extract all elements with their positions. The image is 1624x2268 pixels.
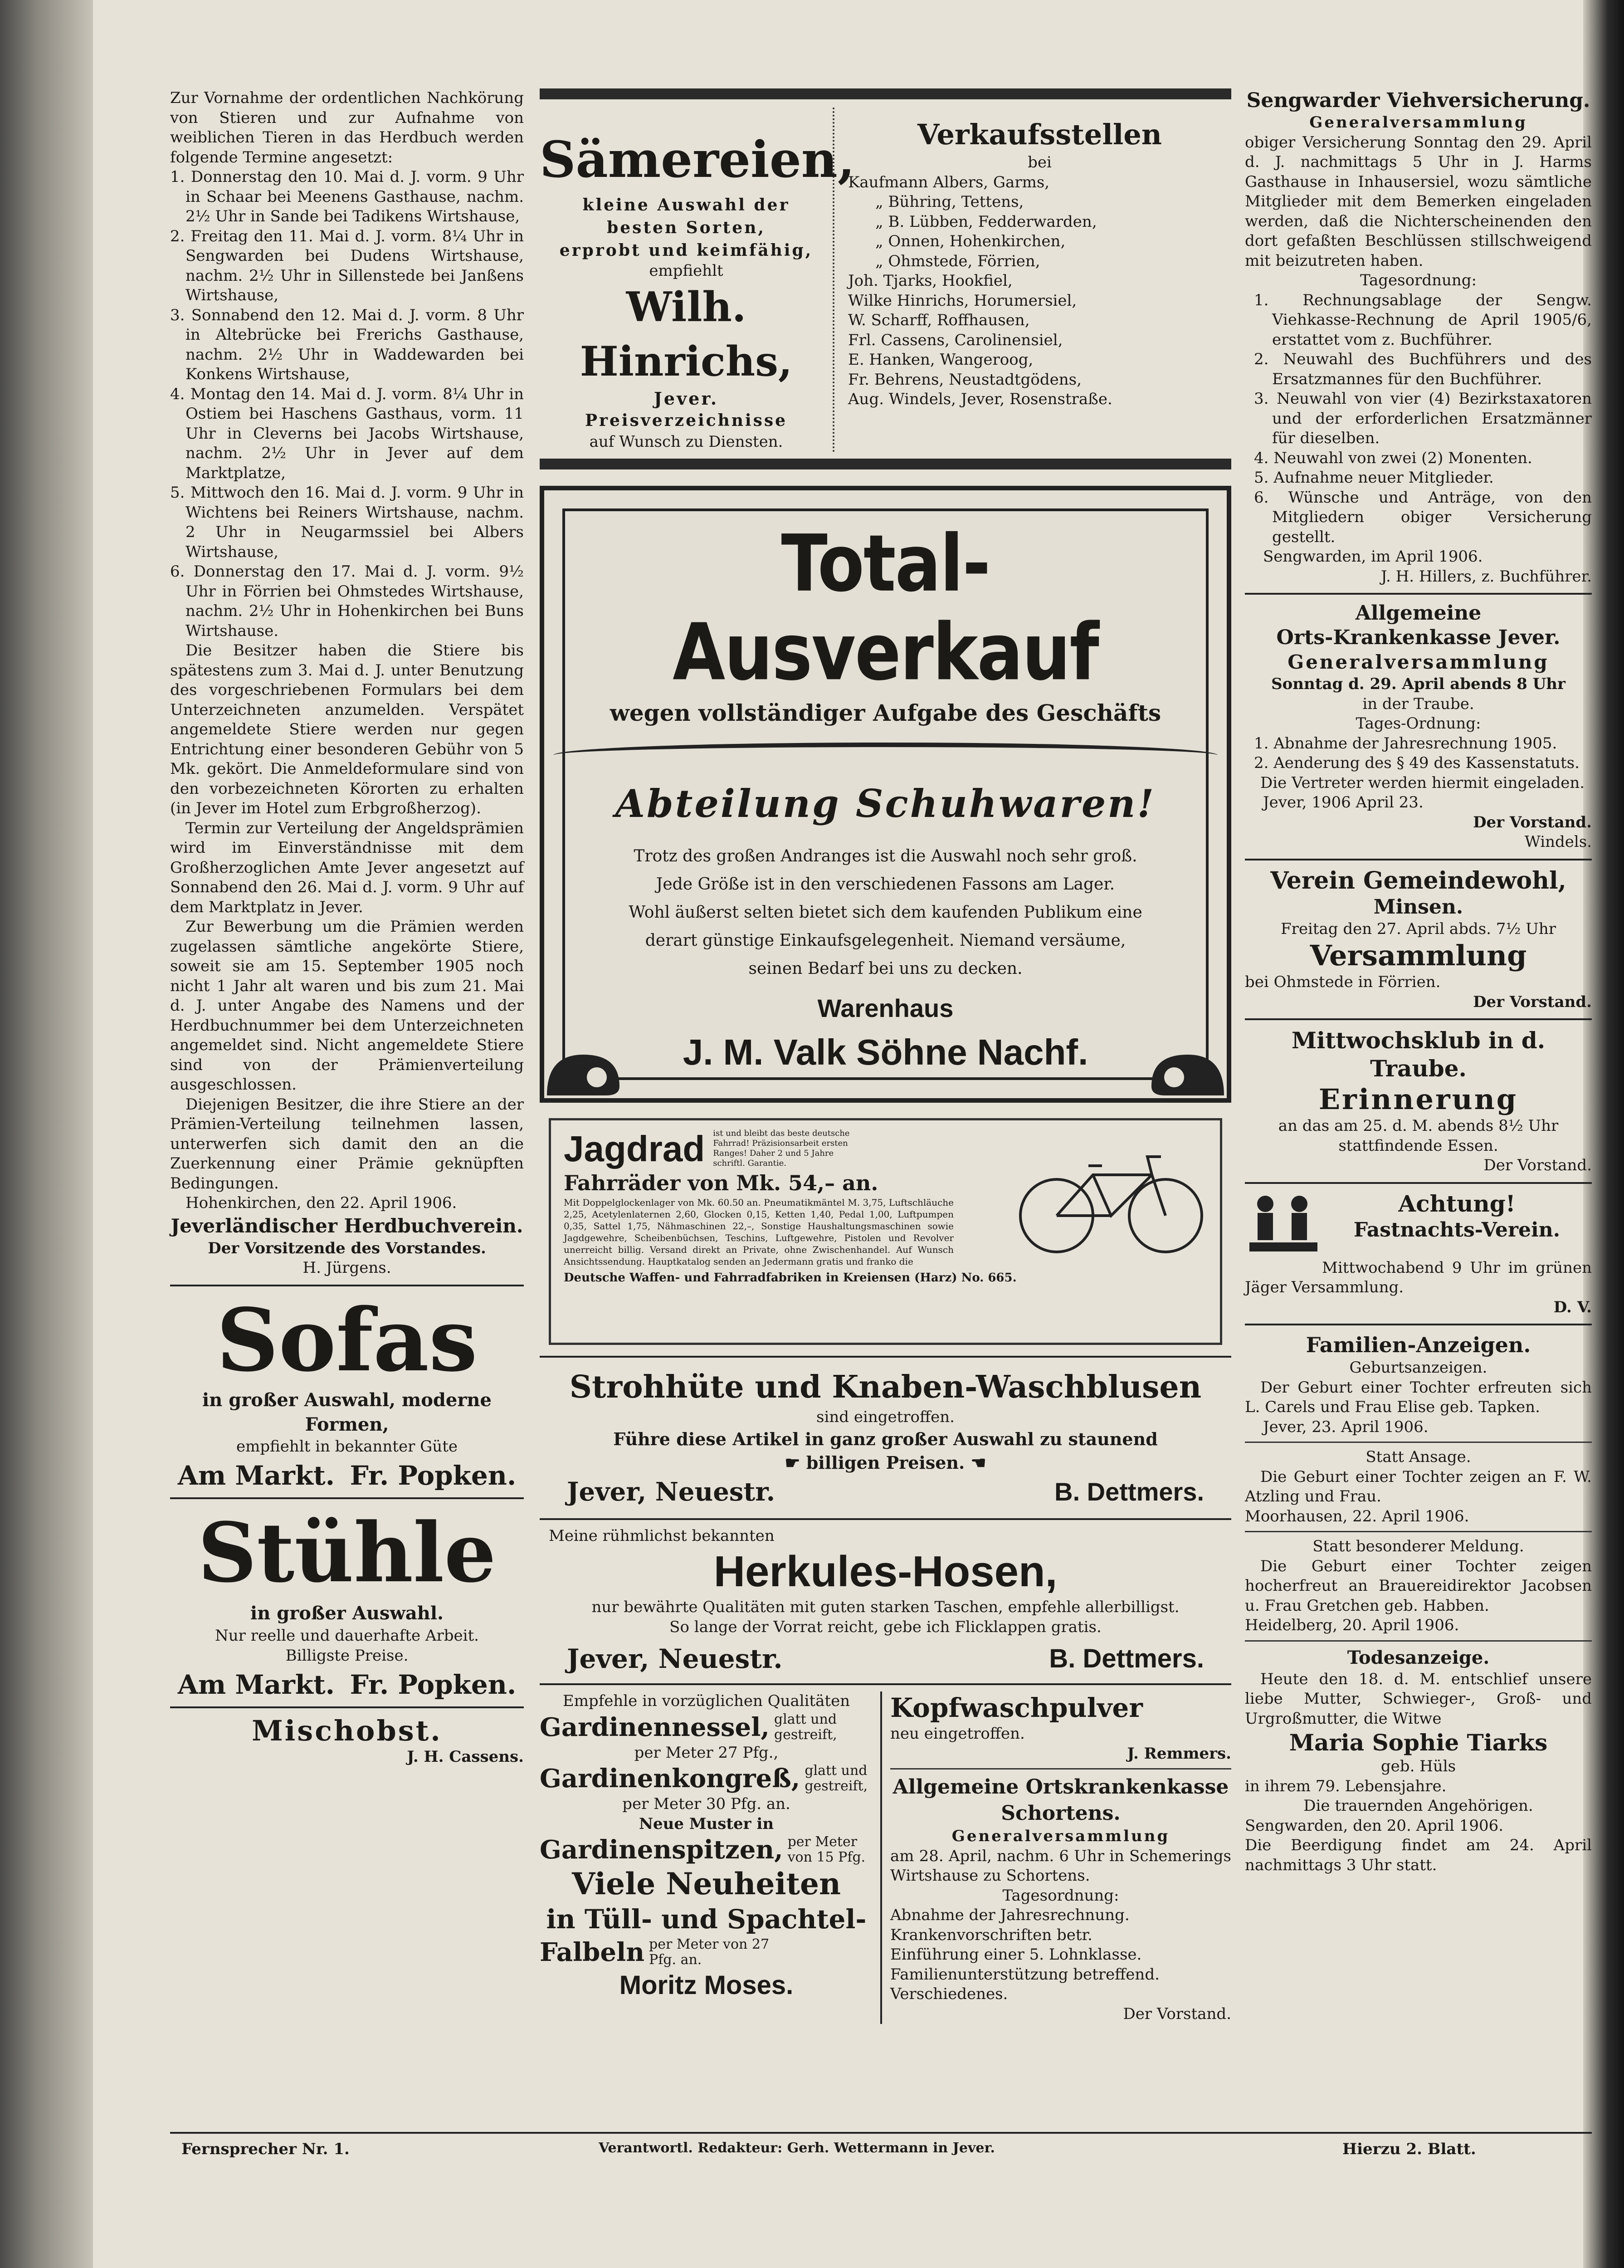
herdbook-chair-name: H. Jürgens.: [302, 1259, 391, 1277]
sale-body: [571, 842, 1200, 983]
gardinen-tuell: in Tüll- und Spachtel-: [546, 1904, 867, 1935]
seeds-line6: auf Wunsch zu Diensten.: [589, 432, 783, 451]
sale-house: Warenhaus: [817, 994, 954, 1022]
birth3-date: Heidelberg, 20. April 1906.: [1245, 1616, 1459, 1634]
vieh-date: Sengwarden, im April 1906.: [1263, 547, 1483, 566]
stuehle-popken: Fr. Popken.: [350, 1669, 517, 1700]
gem-place: Minsen.: [1373, 895, 1463, 919]
gem-vs: Versammlung: [1310, 939, 1527, 972]
mw-sign: Der Vorstand.: [1483, 1156, 1592, 1174]
footer-rule: [170, 2132, 1592, 2134]
vieh-item: 6. Wünsche und Anträge, von den Mitgliedern obiger Versicherung gestellt.: [1254, 488, 1592, 546]
hosen-title: Herkules-Hosen,: [713, 1547, 1058, 1596]
mischobst-seller: J. H. Cassens.: [407, 1748, 524, 1766]
gardinen-falbeln: Falbeln: [540, 1937, 645, 1967]
okk-name: Windels.: [1524, 833, 1592, 851]
okk-item: 1. Abnahme der Jahresrechnung 1905.: [1254, 734, 1557, 753]
seeds-title: Sämereien,: [540, 130, 855, 189]
herdbook-para: Diejenigen Besitzer, die ihre Stiere an der Prämien-Verteilung teilnehmen lassen, unterwerfen sich damit den an die Zuerkennung einer Prämie geknüpften Bedingungen.: [170, 1095, 524, 1193]
term-item: 4. Montag den 14. Mai d. J. vorm. 8¼ Uhr in Ostiem bei Haschens Gasthaus, vorm. 11 Uhr in Cleverns bei Jacobs Wirtshause, nachm. 2½ Uhr in Jever auf dem Marktplatze,: [170, 385, 524, 482]
hosen-firm: B. Dettmers.: [1049, 1644, 1204, 1673]
vieh-item: 4. Neuwahl von zwei (2) Monenten.: [1254, 449, 1532, 467]
sale-body-line: Trotz des großen Andranges ist die Auswahl noch sehr groß.: [634, 847, 1137, 865]
mw-erin: Erinnerung: [1318, 1083, 1518, 1116]
vieh-gv: Generalversammlung: [1309, 113, 1527, 132]
death-nee: geb. Hüls: [1380, 1757, 1456, 1775]
sofas-sign: [170, 1460, 524, 1491]
outlet-line: „ Bühring, Tettens,: [875, 193, 1024, 211]
fv-name: Fastnachts-Verein.: [1353, 1218, 1561, 1242]
sofas-popken: Fr. Popken.: [350, 1460, 517, 1491]
sale-body-line: seinen Bedarf bei uns zu decken.: [748, 959, 1023, 978]
death-mourn: Die trauernden Angehörigen.: [1303, 1797, 1533, 1815]
hosen-line1: nur bewährte Qualitäten mit guten starken Taschen, empfehle allerbilligst.: [591, 1598, 1180, 1616]
bike-text: [564, 1129, 1017, 1286]
gardinen-g3: Gardinenspitzen,: [540, 1835, 783, 1865]
okk-item: 2. Aenderung des § 49 des Kassenstatuts.: [1254, 754, 1580, 772]
sale-body-line: Jede Größe ist in den verschiedenen Fassons am Lager.: [656, 875, 1115, 894]
outlet-line: Joh. Tjarks, Hookfiel,: [848, 272, 1013, 290]
birth2-date: Moorhausen, 22. April 1906.: [1245, 1507, 1469, 1525]
vieh-sign: J. H. Hillers, z. Buchführer.: [1380, 567, 1592, 586]
fv-ad: [1245, 1190, 1592, 1258]
straw-place: Jever, Neuestr.: [567, 1476, 775, 1507]
vieh-item: 2. Neuwahl des Buchführers und des Ersatzmannes für den Buchführer.: [1254, 350, 1592, 388]
hosen-line2: So lange der Vorrat reicht, gebe ich Flicklappen gratis.: [669, 1618, 1102, 1636]
divider: [1245, 1531, 1592, 1532]
sale-wave-divider: [553, 743, 1218, 774]
herdbook-chair: Der Vorsitzende des Vorstandes.: [208, 1239, 486, 1257]
schortens-title2: Schortens.: [1001, 1802, 1121, 1825]
okk-date: Jever, 1906 April 23.: [1263, 793, 1424, 811]
outlets-bei: bei: [1028, 153, 1052, 171]
sale-body-line: derart günstige Einkaufsgelegenheit. Niemand versäume,: [645, 931, 1126, 950]
gardinen-g1b: glatt und gestreift,: [774, 1711, 837, 1743]
seeds-left: [540, 108, 855, 452]
straw-line3: [549, 1451, 1222, 1475]
vieh-item: 1. Rechnungsablage der Sengw. Viehkasse-Rechnung de April 1905/6, erstattet vom z. Buchführer.: [1254, 291, 1592, 349]
death-age: in ihrem 79. Lebensjahre.: [1245, 1777, 1447, 1795]
sale-dept: Abteilung Schuhwaren!: [615, 781, 1156, 826]
gem-sign: Der Vorstand.: [1473, 992, 1592, 1011]
pointing-hand-left-icon: ☚: [970, 1452, 986, 1473]
sofas-market: Am Markt.: [177, 1460, 335, 1491]
straw-ad: [540, 1364, 1231, 1512]
straw-title: Strohhüte und Knaben-Waschblusen: [569, 1369, 1202, 1405]
death-head: Todesanzeige.: [1347, 1647, 1490, 1668]
okk-inv: Die Vertreter werden hiermit eingeladen.: [1260, 773, 1585, 792]
gardinen-g3p: per Meter von 15 Pfg.: [787, 1834, 866, 1865]
fv-text: [1322, 1190, 1592, 1258]
divider: [170, 1285, 524, 1286]
footer-editor: Verantwortl. Redakteur: Gerh. Wettermann in Jever.: [599, 2140, 995, 2156]
death-date: Sengwarden, den 20. April 1906.: [1245, 1816, 1504, 1835]
sale-firm: J. M. Valk Söhne Nachf.: [683, 1032, 1088, 1072]
gardinen-ad: [540, 1691, 882, 2024]
okk-sign: Der Vorstand.: [1473, 813, 1592, 831]
bike-ad: [549, 1118, 1222, 1345]
gardinen-row2: [540, 1763, 873, 1794]
jester-figures-icon: [1245, 1190, 1322, 1258]
gardinen-falbelnp: per Meter von 27 Pfg. an.: [649, 1936, 770, 1968]
stuehle-text: in großer Auswahl.: [250, 1603, 444, 1624]
okk-when: Sonntag d. 29. April abends 8 Uhr: [1271, 675, 1565, 693]
okk-gv: Generalversammlung: [1287, 651, 1549, 673]
sofas-text2: empfiehlt in bekannter Güte: [236, 1437, 458, 1456]
okk-title2: Orts-Krankenkasse Jever.: [1276, 626, 1561, 649]
divider: [1245, 1018, 1592, 1020]
herdbook-org: Jeverländischer Herdbuchverein.: [171, 1214, 523, 1237]
term-item: 6. Donnerstag den 17. Mai d. J. vorm. 9½ Uhr in Förrien bei Ohmstedes Wirtshause, nachm. 2½ Uhr in Hohenkirchen bei Buns Wirtshause.: [170, 562, 524, 640]
okk-title1: Allgemeine: [1355, 601, 1482, 625]
straw-sign: [549, 1475, 1222, 1509]
pointing-hand-right-icon: ☛: [785, 1452, 800, 1473]
seeds-line4: empfiehlt: [649, 262, 723, 280]
seeds-ad: [540, 88, 1231, 469]
term-item: 3. Sonnabend den 12. Mai d. J. vorm. 8 Uhr in Altebrücke bei Frerichs Gasthause, nachm. 2½ Uhr in Waddewarden bei Konkens Wirtshause,: [170, 306, 524, 383]
book-gutter: [0, 0, 93, 2268]
divider: [1245, 1640, 1592, 1642]
vieh-to: Tagesordnung:: [1360, 271, 1477, 289]
mw-title: Mittwochsklub in d. Traube.: [1291, 1027, 1546, 1082]
hosen-place: Jever, Neuestr.: [567, 1643, 783, 1674]
fam-title: Familien-Anzeigen.: [1306, 1333, 1531, 1357]
schortens-item: Einführung einer 5. Lohnklasse.: [890, 1945, 1142, 1964]
divider: [540, 1518, 1231, 1520]
fv-sign: D. V.: [1553, 1298, 1592, 1316]
death-body: Heute den 18. d. M. entschlief unsere liebe Mutter, Schwieger-, Groß- und Urgroßmutter, die Witwe: [1245, 1670, 1592, 1728]
outlet-line: E. Hanken, Wangeroog,: [848, 351, 1034, 369]
bike-claim: ist und bleibt das beste deutsche Fahrrad! Präzisionsarbeit ersten Ranges! Daher 2 und 5 Jahre schriftl. Garantie.: [713, 1129, 850, 1168]
birth3: Die Geburt einer Tochter zeigen hocherfreut an Brauereidirektor Jacobsen u. Frau Gretchen geb. Habben.: [1245, 1557, 1592, 1615]
seeds-line3: erprobt und keimfähig,: [559, 241, 813, 260]
gardinen-row1: [540, 1711, 873, 1743]
outlet-line: Fr. Behrens, Neustadtgödens,: [848, 370, 1082, 389]
birth2-head: Statt Ansage.: [1366, 1448, 1471, 1466]
schortens-body: am 28. April, nachm. 6 Uhr in Schemerings Wirtshause zu Schortens.: [890, 1847, 1231, 1885]
seeds-line1: kleine Auswahl der: [582, 196, 790, 215]
death-name: Maria Sophie Tiarks: [1289, 1729, 1548, 1756]
column-left: [170, 88, 524, 1767]
birth-head: Geburtsanzeigen.: [1349, 1359, 1487, 1377]
stuehle-market: Am Markt.: [177, 1669, 335, 1700]
straw-line2: Führe diese Artikel in ganz großer Auswahl zu staunend: [613, 1428, 1158, 1449]
sale-title: Total-Ausverkauf: [673, 518, 1098, 698]
sale-ad: [540, 486, 1231, 1103]
divider: [1245, 1324, 1592, 1325]
vieh-body: obiger Versicherung Sonntag den 29. April d. J. nachmittags 5 Uhr in J. Harms Gasthause in Inhausersiel, wozu sämtliche Mitglieder mit dem Bemerken eingeladen werden, daß die Nichterscheinenden den dort gefaßten Beschlüssen stillschweigend mit beizutreten haben.: [1245, 133, 1592, 270]
schortens-item: Familienunterstützung betreffend.: [890, 1965, 1160, 1984]
divider: [1245, 1182, 1592, 1184]
gem-when: Freitag den 27. April abds. 7½ Uhr: [1280, 919, 1556, 938]
hosen-sign: [549, 1641, 1222, 1677]
gardinen-g2: Gardinenkongreß,: [540, 1764, 800, 1794]
sofas-title: Sofas: [216, 1289, 478, 1391]
herdbook-place-date: Hohenkirchen, den 22. April 1906.: [185, 1194, 457, 1212]
seeds-town: Jever.: [654, 388, 719, 409]
seeds-line5: Preisverzeichnisse: [585, 411, 788, 430]
gardinen-g2b: glatt und gestreift,: [805, 1763, 868, 1794]
birth2: Die Geburt einer Tochter zeigen an F. W. Atzling und Frau.: [1245, 1467, 1592, 1505]
term-item: 1. Donnerstag den 10. Mai d. J. vorm. 9 Uhr in Schaar bei Meenens Gasthause, nachm. 2½ Uhr in Sande bei Tadikens Wirtshause,: [170, 168, 524, 225]
bike-price: Fahrräder von Mk. 54,– an.: [564, 1171, 878, 1195]
gardinen-g1p: per Meter 27 Pfg.,: [634, 1743, 779, 1762]
outlet-line: W. Scharff, Roffhausen,: [848, 311, 1030, 329]
bike-fine: Mit Doppelglockenlager von Mk. 60.50 an. Pneumatikmäntel M. 3,75, Luftschläuche 2,25, Acetylenlaternen 2,60, Glocken 0,15, Ketten 1,40, Pedal 1,00, Luftpumpen 0,35, Sattel 1,75, Nähmaschinen 22,–, Sonstige Haushaltungsmaschinen sowie Jagdgewehre, Scheibenbüchsen, Teschins, Luftgewehre, Pistolen und Revolver unerreicht billig. Versand direkt an Private, ohne Zwischenhandel. Auf Wunsch Ansichtssendung. Hauptkatalog senden an Jedermann gratis und franko die: [564, 1197, 954, 1267]
herdbook-para: Die Besitzer haben die Stiere bis spätestens zum 3. Mai d. J. unter Benutzung des vorgeschriebenen Formulars bei dem Unterzeichneten anzumelden. Verspätet angemeldete Stiere werden nur gegen Entrichtung einer besonderen Gebühr von 5 Mk. gekört. Die Anmeldeformulare sind von den vorbezeichneten Körorten zu erhalten (in Jever im Hotel zum Erbgroßherzog).: [170, 641, 524, 817]
gem-where: bei Ohmstede in Förrien.: [1245, 973, 1441, 991]
gardinen-firm: Moritz Moses.: [619, 1970, 794, 2000]
gem-title: Verein Gemeindewohl,: [1270, 866, 1566, 894]
schortens-item: Abnahme der Jahresrechnung.: [890, 1906, 1130, 1924]
sale-body-line: Wohl äußerst selten bietet sich dem kaufenden Publikum eine: [629, 903, 1142, 922]
mw-body: an das am 25. d. M. abends 8½ Uhr stattfindende Essen.: [1278, 1117, 1559, 1155]
stuehle-text3: Billigste Preise.: [285, 1646, 409, 1665]
kopf-line: neu eingetroffen.: [890, 1725, 1025, 1743]
gardinen-new: Neue Muster in: [639, 1814, 774, 1833]
vieh-item: 5. Aufnahme neuer Mitglieder.: [1254, 469, 1494, 487]
herdbook-para: Zur Bewerbung um die Prämien werden zugelassen sämtliche angekörte Stiere, soweit sie am 15. September 1905 noch nicht 1 Jahr alt waren und bis zum 21. Mai d. J. unter Angabe des Namens und der Herdbuchnummer bei dem Unterzeichneten angemeldet sind. Nicht angemeldete Stiere sind von der Prämienverteilung ausgeschlossen.: [170, 918, 524, 1094]
straw-line1: sind eingetroffen.: [816, 1408, 955, 1426]
herdbook-terms: [170, 167, 524, 641]
gardinen-g1: Gardinennessel,: [540, 1712, 770, 1742]
kopf-title: Kopfwaschpulver: [890, 1692, 1143, 1723]
outlet-line: Kaufmann Albers, Garms,: [848, 173, 1050, 191]
gardinen-l1: Empfehle in vorzüglichen Qualitäten: [562, 1692, 850, 1710]
gardinen-row3: [540, 1834, 873, 1866]
column-right: [1245, 88, 1592, 1875]
schortens-item: Verschiedenes.: [890, 1985, 1008, 2003]
stuehle-text2: Nur reelle und dauerhafte Arbeit.: [215, 1627, 479, 1645]
term-item: 5. Mittwoch den 16. Mai d. J. vorm. 9 Uhr in Wichtens bei Reiners Wirtshause, nachm. 2 Uhr in Neugarmssiel bei Albers Wirtshause,: [170, 484, 524, 561]
mischobst-title: Mischobst.: [252, 1714, 442, 1747]
straw-price: billigen Preisen.: [806, 1452, 965, 1473]
schortens-gv: Generalversammlung: [951, 1827, 1170, 1845]
sale-content: [571, 518, 1200, 1077]
fv-body: Mittwochabend 9 Uhr im grünen Jäger Versammlung.: [1245, 1258, 1592, 1296]
footer-supplement: Hierzu 2. Blatt.: [1342, 2140, 1476, 2158]
outlet-line: Wilke Hinrichs, Horumersiel,: [848, 291, 1077, 310]
column-middle: [540, 88, 1231, 2024]
birth3-head: Statt besonderer Meldung.: [1312, 1537, 1524, 1555]
stuehle-sign: [170, 1669, 524, 1700]
divider: [1245, 1442, 1592, 1443]
divider: [170, 1497, 524, 1499]
outlet-line: „ Ohmstede, Förrien,: [875, 252, 1040, 270]
okk-where: in der Traube.: [1362, 694, 1474, 713]
straw-firm: B. Dettmers.: [1054, 1477, 1204, 1506]
death-funeral: Die Beerdigung findet am 24. April nachmittags 3 Uhr statt.: [1245, 1836, 1592, 1874]
seeds-line2: besten Sorten,: [607, 218, 766, 237]
schortens-item: Krankenvorschriften betr.: [890, 1926, 1092, 1944]
fv-achtung: Achtung!: [1398, 1190, 1516, 1217]
stuehle-title: Stühle: [198, 1505, 496, 1601]
outlet-line: „ Onnen, Hohenkirchen,: [875, 232, 1066, 250]
hosen-ad: [540, 1526, 1231, 1677]
birth1: Der Geburt einer Tochter erfreuten sich L. Carels und Frau Elise geb. Tapken.: [1245, 1378, 1592, 1416]
vieh-title: Sengwarder Viehversicherung.: [1246, 89, 1590, 112]
middle-bottom: [540, 1691, 1231, 2024]
outlet-line: „ B. Lübben, Fedderwarden,: [875, 212, 1097, 231]
schortens-title1: Allgemeine Ortskrankenkasse: [892, 1775, 1229, 1799]
vieh-item: 3. Neuwahl von vier (4) Bezirkstaxatoren und der erforderlichen Ersatzmänner für dieselben.: [1254, 390, 1592, 447]
footer-phone: Fernsprecher Nr. 1.: [181, 2140, 350, 2158]
hosen-pre: Meine rühmlichst bekannten: [549, 1526, 775, 1545]
schortens-sign: Der Vorstand.: [1123, 2004, 1231, 2023]
gardinen-g2p: per Meter 30 Pfg. an.: [622, 1795, 790, 1813]
kopf-name: J. Remmers.: [1127, 1744, 1231, 1763]
divider: [540, 1356, 1231, 1358]
term-item: 2. Freitag den 11. Mai d. J. vorm. 8¼ Uhr in Sengwarden bei Dudens Wirtshause, nachm. 2½ Uhr in Sillenstede bei Janßens Wirtshause,: [170, 227, 524, 304]
seeds-name: Wilh. Hinrichs,: [580, 283, 793, 386]
herdbook-intro: Zur Vornahme der ordentlichen Nachkörung von Stieren und zur Aufnahme von weiblichen Tieren in das Herdbuch werden folgende Termine angesetzt:: [170, 89, 524, 166]
divider: [890, 1768, 1231, 1769]
sale-subtitle: wegen vollständiger Aufgabe des Geschäfts: [610, 699, 1161, 726]
herdbook-para: Termin zur Verteilung der Angeldsprämien wird im Einverständnisse mit dem Großherzoglichen Amte Jever angesetzt auf Sonnabend den 26. Mai d. J. vorm. 9 Uhr auf dem Marktplatz in Jever.: [170, 819, 524, 916]
outlet-line: Aug. Windels, Jever, Rosenstraße.: [848, 390, 1112, 408]
outlets-title: Verkaufsstellen: [917, 118, 1162, 151]
sofas-text: in großer Auswahl, moderne Formen,: [202, 1389, 492, 1435]
gardinen-viele: Viele Neuheiten: [572, 1866, 841, 1901]
birth1-date: Jever, 23. April 1906.: [1263, 1418, 1429, 1436]
schortens-to: Tagesordnung:: [1002, 1886, 1119, 1905]
outlet-line: Frl. Cassens, Carolinensiel,: [848, 331, 1063, 349]
outlets: [834, 108, 1231, 452]
divider: [1245, 859, 1592, 860]
bike-brand: Jagdrad: [564, 1129, 705, 1169]
bike-brand-row: [564, 1129, 954, 1169]
bicycle-icon: [1016, 1139, 1206, 1256]
middle-right-ads: [882, 1691, 1231, 2024]
divider: [540, 1683, 1231, 1685]
divider: [170, 1706, 524, 1708]
bike-maker: Deutsche Waffen- und Fahrradfabriken in Kreiensen (Harz) No. 665.: [564, 1271, 1017, 1285]
gardinen-row4: [540, 1936, 873, 1968]
divider: [1245, 593, 1592, 595]
okk-to: Tages-Ordnung:: [1356, 714, 1481, 733]
